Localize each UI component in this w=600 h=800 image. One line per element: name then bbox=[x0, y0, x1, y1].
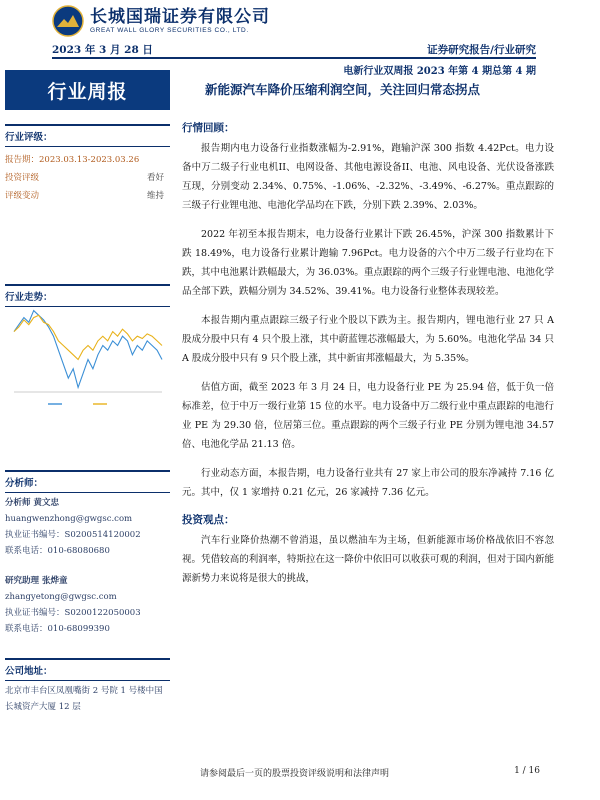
company-address: 北京市丰台区凤凰嘴街 2 号院 1 号楼中国长城资产大厦 12 层 bbox=[5, 686, 163, 712]
assistant-email[interactable]: zhangyetong@gwgsc.com bbox=[5, 592, 117, 602]
analyst-cert: 执业证书编号：S0200514120002 bbox=[5, 530, 141, 540]
trend-heading: 行业走势： bbox=[5, 284, 170, 307]
review-paragraph-5: 行业动态方面，本报告期，电力设备行业共有 27 家上市公司的股东净减持 7.16 亿元。其中，仅 1 家增持 0.21 亿元，26 家减持 7.36 亿元。 bbox=[182, 468, 554, 498]
analyst-name: 黄文忠 bbox=[33, 498, 59, 508]
rating-change-row: 评级变动 维持 bbox=[5, 191, 164, 201]
analyst-card: 分析师 黄文忠 huangwenzhong@gwgsc.com 执业证书编号：S0200514120002 联系电话：010-68080680 bbox=[5, 495, 170, 559]
company-logo bbox=[52, 4, 270, 38]
analyst-phone: 联系电话：010-68080680 bbox=[5, 546, 110, 556]
company-logo-icon bbox=[52, 5, 84, 37]
company-name-cn: 长城国瑞证券有限公司 bbox=[90, 7, 270, 27]
report-subtitle: 电新行业双周报 2023 年第 4 期总第 4 期 bbox=[343, 66, 536, 77]
company-name-en: GREAT WALL GLORY SECURITIES CO., LTD. bbox=[90, 27, 249, 34]
chart-series-line-1 bbox=[14, 311, 162, 388]
report-category: 证券研究报告/行业研究 bbox=[427, 44, 536, 56]
review-paragraph-1: 报告期内电力设备行业指数涨幅为-2.91%，跑输沪深 300 指数 4.42Pct。电力设备中万二级子行业电机II、电网设备、其他电源设备II、电池、风电设备、光伏设备涨跌互现，分别变动 2.34%、0.75%、-1.06%、-2.32%、-3.49%、-6.27%。重点跟踪的三级子行业锂电池、电池化学品均在下跌，分别下跌 2.39%、2.03%。 bbox=[182, 143, 554, 211]
assistant-name: 张烨童 bbox=[41, 576, 68, 586]
rating-row: 投资评级 看好 bbox=[5, 173, 164, 183]
address-section bbox=[5, 658, 170, 715]
view-paragraph: 汽车行业降价热潮不曾消退，虽以燃油车为主场，但新能源市场价格战依旧不容忽视。凭借较高的利润率，特斯拉在这一降价中依旧可以收获可观的利润，但对于国内新能源新势力来说将是很大的挑战， bbox=[182, 535, 554, 584]
analyst-section bbox=[5, 470, 170, 637]
review-paragraph-4: 估值方面，截至 2023 年 3 月 24 日，电力设备行业 PE 为 25.94 倍，低于负一倍标准差，位于中万一级行业第 15 位的水平。电力设备中万二级行业中重点跟踪的电池行业 PE 为 29.30 倍，位居第三位。重点跟踪的两个三级子行业 PE 分别为锂电池 34.57 倍、电池化学品 21.13 倍。 bbox=[182, 382, 554, 450]
page-number: 1 / 16 bbox=[514, 766, 540, 776]
rating-heading: 行业评级： bbox=[5, 124, 170, 147]
report-type-badge: 行业周报 bbox=[5, 70, 170, 110]
report-date: 2023 年 3 月 28 日 bbox=[52, 44, 153, 56]
assistant-card: 研究助理 张烨童 zhangyetong@gwgsc.com 执业证书编号：S0200122050003 联系电话：010-68099390 bbox=[5, 573, 170, 637]
period-label: 报告期：2023.03.13-2023.03.26 bbox=[5, 155, 140, 165]
assistant-phone: 联系电话：010-68099390 bbox=[5, 624, 110, 634]
address-heading: 公司地址： bbox=[5, 658, 170, 681]
rating-period-row bbox=[5, 151, 170, 169]
report-title: 新能源汽车降价压缩利润空间，关注回归常态拐点 bbox=[205, 82, 481, 97]
analyst-email[interactable]: huangwenzhong@gwgsc.com bbox=[5, 514, 133, 524]
main-content bbox=[182, 120, 554, 598]
review-heading: 行情回顾： bbox=[182, 122, 235, 134]
analyst-heading: 分析师： bbox=[5, 470, 170, 493]
view-heading: 投资观点： bbox=[182, 514, 235, 526]
header-divider bbox=[52, 57, 536, 59]
review-paragraph-2: 2022 年初至本报告期末，电力设备行业累计下跌 26.45%，沪深 300 指数累计下跌 18.49%，电力设备行业累计跑输 7.96Pct。电力设备的六个中万二级子行业均在下跌，其中电池累计跌幅最大，为 36.03%。重点跟踪的两个三级子行业锂电池、电池化学品全部下跌，跌幅分别为 34.52%、39.41%。电力设备行业整体表现较差。 bbox=[182, 229, 554, 297]
review-paragraph-3: 本报告期内重点跟踪三级子行业个股以下跌为主。报告期内，锂电池行业 27 只 A 股成分股中只有 4 只个股上涨，其中蔚蓝锂芯涨幅最大，为 5.60%。电池化学品 34 只 A 股成分股中只有 9 只个股上涨，其中新宙邦涨幅最大，为 5.35%。 bbox=[182, 315, 554, 364]
chart-series-line-2 bbox=[14, 315, 162, 359]
footer-disclaimer: 请参阅最后一页的股票投资评级说明和法律声明 bbox=[200, 769, 390, 779]
assistant-cert: 执业证书编号：S0200122050003 bbox=[5, 608, 141, 618]
trend-chart bbox=[8, 300, 168, 415]
rating-section bbox=[5, 124, 170, 205]
